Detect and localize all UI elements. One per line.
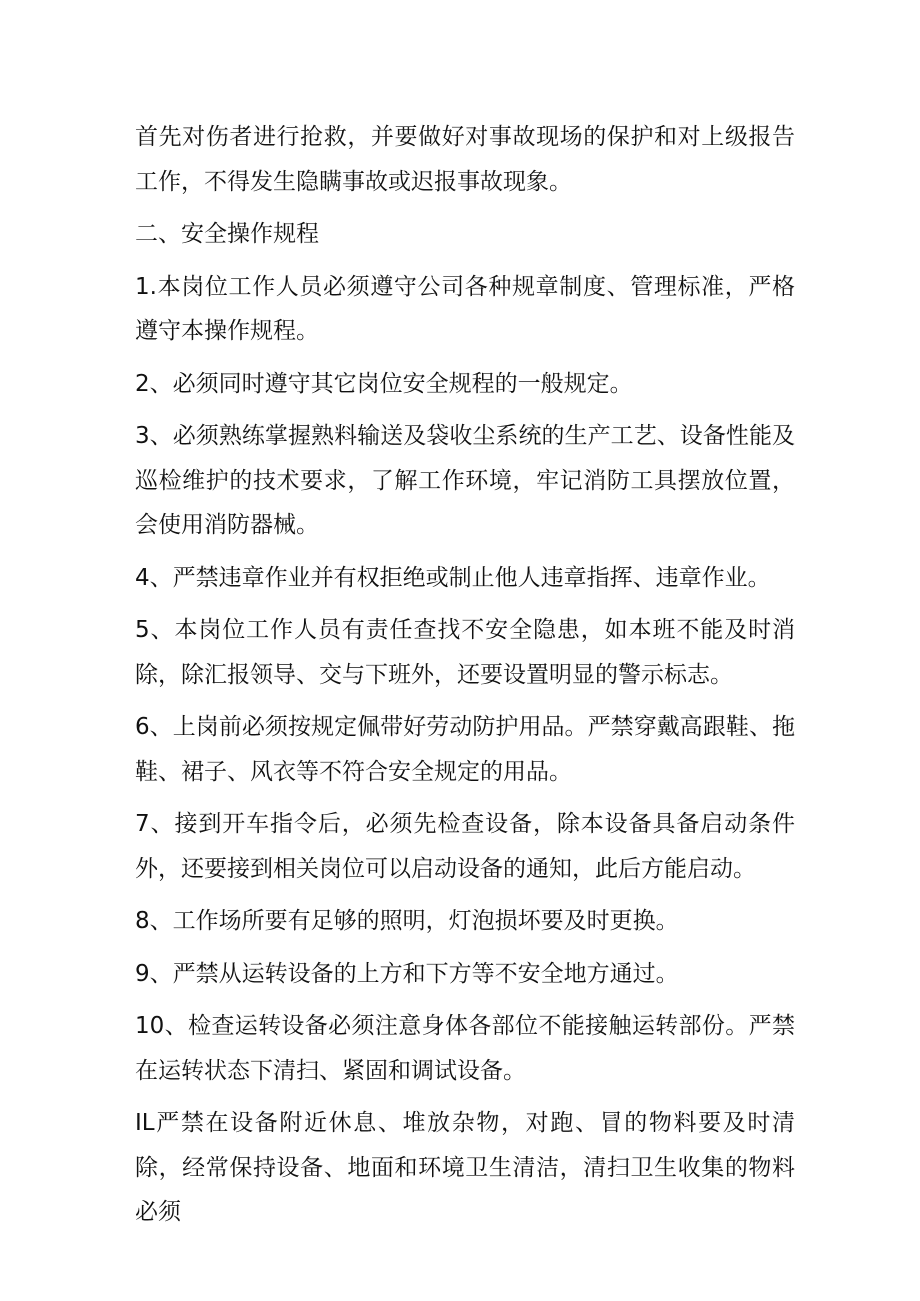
rule-4: 4、严禁违章作业并有权拒绝或制止他人违章指挥、违章作业。 bbox=[135, 564, 771, 591]
rule-7: 7、接到开车指令后，必须先检查设备，除本设备具备启动条件外，还要接到相关岗位可以启动设备的通知，此后方能启动。 bbox=[135, 811, 795, 882]
document-body bbox=[135, 115, 795, 1243]
rule-8: 8、工作场所要有足够的照明，灯泡损坏要及时更换。 bbox=[135, 908, 679, 934]
rule-3: 3、必须熟练掌握熟料输送及袋收尘系统的生产工艺、设备性能及巡检维护的技术要求，了解工作环境，牢记消防工具摆放位置，会使用消防器械。 bbox=[135, 423, 795, 538]
paragraph-accident-handling: 首先对伤者进行抢救，并要做好对事故现场的保护和对上级报告工作，不得发生隐瞒事故或迟报事故现象。 bbox=[135, 124, 795, 195]
rule-10: 10、检查运转设备必须注意身体各部位不能接触运转部份。严禁在运转状态下清扫、紧固和调试设备。 bbox=[135, 1013, 795, 1084]
section-heading-safety-rules: 二、安全操作规程 bbox=[135, 221, 319, 247]
rule-6: 6、上岗前必须按规定佩带好劳动防护用品。严禁穿戴高跟鞋、拖鞋、裙子、风衣等不符合安全规定的用品。 bbox=[135, 714, 795, 785]
rule-2: 2、必须同时遵守其它岗位安全规程的一般规定。 bbox=[135, 370, 633, 397]
rule-5: 5、本岗位工作人员有责任查找不安全隐患，如本班不能及时消除，除汇报领导、交与下班外，还要设置明显的警示标志。 bbox=[135, 617, 795, 688]
rule-11: IL严禁在设备附近休息、堆放杂物，对跑、冒的物料要及时清除，经常保持设备、地面和环境卫生清洁，清扫卫生收集的物料必须 bbox=[135, 1110, 795, 1225]
rule-9: 9、严禁从运转设备的上方和下方等不安全地方通过。 bbox=[135, 960, 679, 987]
rule-1: 1.本岗位工作人员必须遵守公司各种规章制度、管理标准，严格遵守本操作规程。 bbox=[135, 273, 795, 344]
